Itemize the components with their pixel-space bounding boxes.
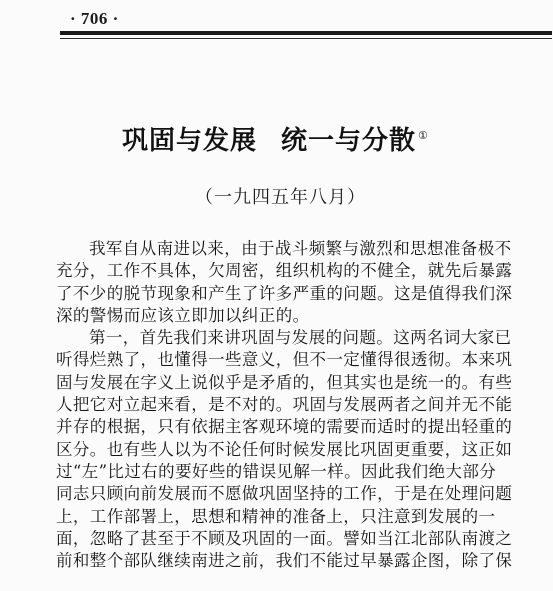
body-line: 充分，工作不具体，欠周密，组织机构的不健全，就先后暴露 — [56, 261, 513, 281]
article-title — [122, 120, 429, 157]
body-line: 固与发展在字义上说似乎是矛盾的，但其实也是统一的。有些 — [56, 372, 513, 392]
body-line: 同志只顾向前发展而不愿做巩固坚持的工作，于是在处理问题 — [56, 484, 513, 504]
body-line: 第一，首先我们来讲巩固与发展的问题。这两名词大家已 — [89, 328, 512, 348]
body-line: 我军自从南进以来，由于战斗频繁与激烈和思想准备极不 — [89, 239, 512, 258]
title-part-one: 巩固与发展 — [122, 126, 258, 156]
header-rule-thin — [60, 38, 552, 39]
body-line: 人把它对立起来看，是不对的。巩固与发展两者之间并无不能 — [56, 395, 513, 415]
body-line: 面，忽略了甚至于不顾及巩固的一面。譬如当江北部队南渡之 — [56, 528, 513, 548]
article-body — [56, 238, 553, 572]
body-line: 区分。也有些人以为不论任何时候发展比巩固更重要，这正如 — [56, 439, 513, 459]
body-line: 深的警惕而应该立即加以纠正的。 — [56, 305, 310, 325]
body-line: 了不少的脱节现象和产生了许多严重的问题。这是值得我们深 — [56, 283, 513, 303]
header-rule-thick — [60, 31, 552, 35]
body-line: 上，工作部署上，思想和精神的准备上，只注意到发展的一 — [56, 506, 496, 526]
footnote-mark: ① — [418, 129, 429, 143]
body-line: 听得烂熟了，也懂得一些意义，但不一定懂得很透彻。本来巩 — [56, 350, 513, 370]
page-number: · 706 · — [70, 9, 119, 28]
title-part-two: 统一与分散 — [281, 126, 417, 156]
body-line: 前和整个部队继续南进之前，我们不能过早暴露企图，除了保 — [56, 551, 513, 571]
article-date: （一九四五年八月） — [195, 187, 366, 208]
body-line: 并存的根据，只有依据主客观环境的需要而适时的提出轻重的 — [56, 417, 513, 437]
body-line: 过“左”比过右的要好些的错误见解一样。因此我们绝大部分 — [56, 461, 497, 481]
